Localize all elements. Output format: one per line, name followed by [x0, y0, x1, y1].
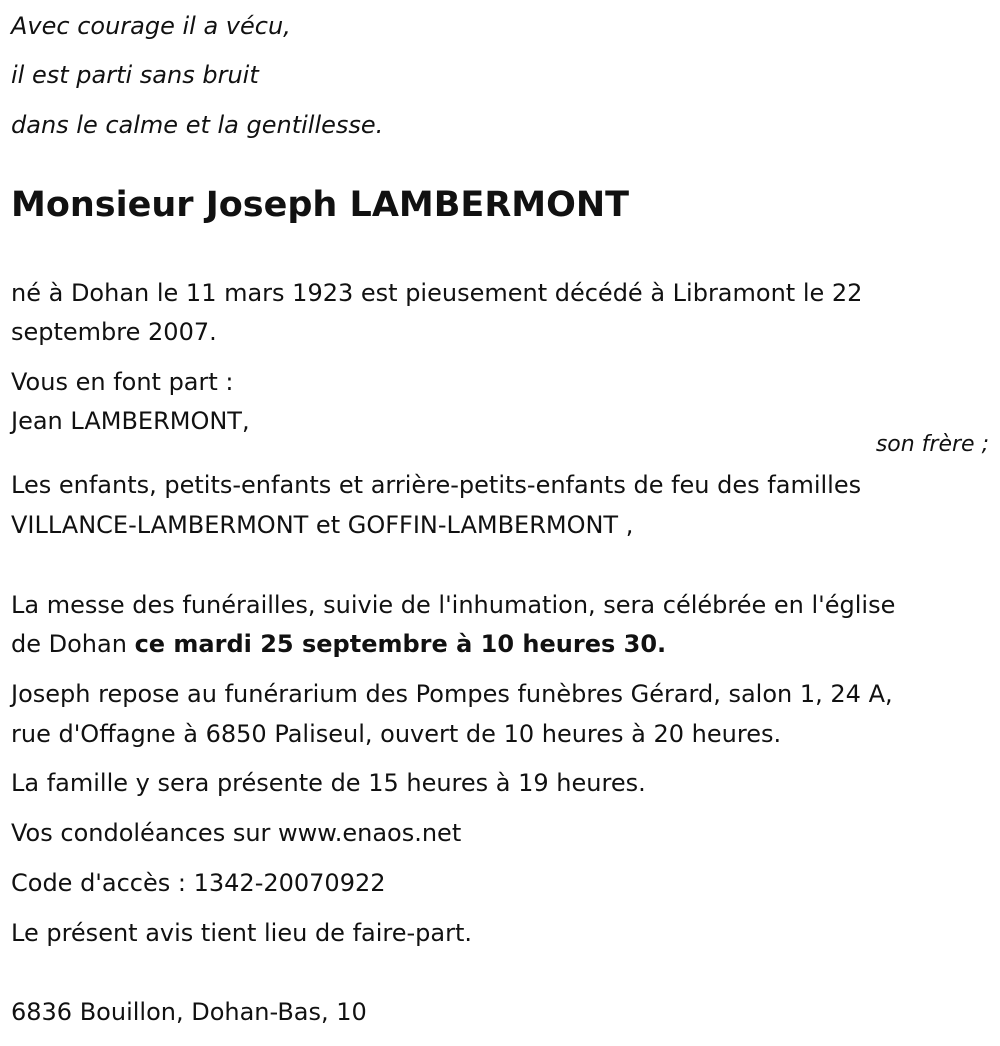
notice-statement: Le présent avis tient lieu de faire-part. [11, 919, 473, 947]
epigraph-line-2: il est parti sans bruit [11, 61, 259, 89]
family-address: 6836 Bouillon, Dohan-Bas, 10 [11, 998, 367, 1026]
birth-death-line-2: septembre 2007. [11, 318, 217, 346]
repose-line-2: rue d'Offagne à 6850 Paliseul, ouvert de 10 heures à 20 heures. [11, 720, 782, 748]
family-presence: La famille y sera présente de 15 heures à 19 heures. [11, 769, 646, 797]
announce-intro: Vous en font part : [11, 368, 234, 396]
funeral-line-1: La messe des funérailles, suivie de l'inhumation, sera célébrée en l'église [11, 591, 896, 619]
family-line-2: VILLANCE-LAMBERMONT et GOFFIN-LAMBERMONT , [11, 511, 634, 539]
epigraph-line-1: Avec courage il a vécu, [11, 12, 291, 40]
access-code: Code d'accès : 1342-20070922 [11, 869, 386, 897]
repose-line-1: Joseph repose au funérarium des Pompes funèbres Gérard, salon 1, 24 A, [11, 680, 893, 708]
family-line-1: Les enfants, petits-enfants et arrière-petits-enfants de feu des familles [11, 471, 862, 499]
funeral-date-time: ce mardi 25 septembre à 10 heures 30. [134, 630, 667, 658]
sibling-relation: son frère ; [875, 432, 989, 457]
birth-death-line-1: né à Dohan le 11 mars 1923 est pieusement décédé à Libramont le 22 [11, 279, 863, 307]
sibling-name: Jean LAMBERMONT, [11, 407, 250, 435]
condolences-website: Vos condoléances sur www.enaos.net [11, 819, 462, 847]
epigraph-line-3: dans le calme et la gentillesse. [11, 111, 384, 139]
funeral-location: de Dohan [11, 630, 135, 658]
funeral-line-2 [11, 628, 666, 660]
deceased-name-title: Monsieur Joseph LAMBERMONT [11, 185, 630, 225]
